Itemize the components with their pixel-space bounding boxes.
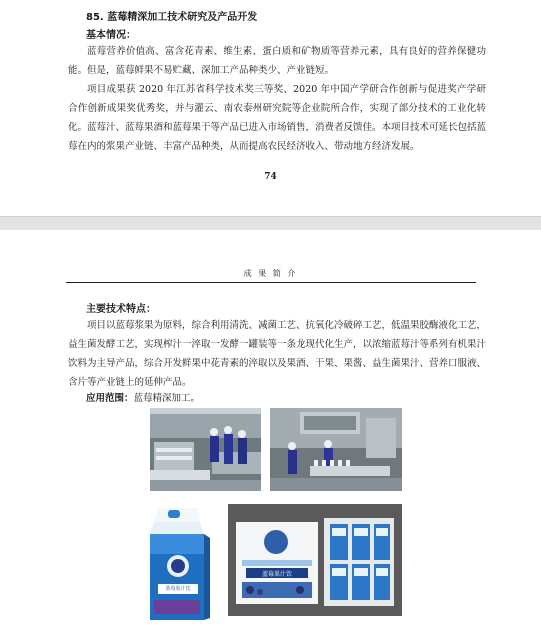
header-rule	[66, 282, 476, 283]
features-paragraph: 项目以蓝莓浆果为原料，综合利用清洗、减菌工艺、抗氧化冷破碎工艺，低温果胶酶液化工艺，益生菌发酵工艺，实现榨汁一淬取一发酵一罐装等一条龙现代化生产，以浓缩蓝莓汁等系列有机果汁饮料为主导产品，综合开发鲜果中花青素的淬取以及果酒、干果、果酱、益生菌果汁、营养口服液、含片等产业链上的延伸产品。	[68, 320, 487, 388]
production-line-photo	[150, 408, 261, 491]
running-header: 成 果 简 介	[243, 269, 298, 278]
achievements-paragraph: 项目成果获 2020 年江苏省科学技术奖三等奖、2020 年中国产学研合作创新与促进奖产学研合作创新成果奖优秀奖，并与灌云、南农泰州研究院等企业院所合作，实现了部分技术的工业化转化。蓝莓汁、蓝莓果酒和蓝莓果干等产品已进入市场销售，消费者反馈佳。本项目技术可延长包括蓝莓在内的浆果产业链、丰富产品种类，从而提高农民经济收入、带动地方经济发展。	[68, 84, 487, 152]
juice-carton-photo	[140, 504, 218, 624]
gift-box-label: 蓝莓果汁饮	[261, 571, 292, 578]
application-label: 应用范围：	[86, 393, 134, 404]
page-number: 74	[264, 172, 277, 182]
document-page-top	[0, 0, 541, 216]
document-page-bottom	[0, 230, 541, 632]
features-heading: 主要技术特点：	[86, 304, 156, 315]
filling-line-photo	[270, 408, 402, 491]
juice-carton-label: 蓝莓果汁饮	[165, 586, 191, 592]
section-title: 85. 蓝莓精深加工技术研究及产品开发	[86, 12, 258, 23]
intro-paragraph: 蓝莓营养价值高、富含花青素、维生素、蛋白质和矿物质等营养元素，具有良好的营养保健功能。但是，蓝莓鲜果不易贮藏、深加工产品种类少、产业链短。	[68, 46, 486, 76]
application-scope	[86, 390, 200, 404]
application-value: 蓝莓精深加工。	[133, 393, 201, 404]
basic-info-heading: 基本情况：	[86, 30, 136, 41]
gift-box-photo	[228, 504, 402, 616]
